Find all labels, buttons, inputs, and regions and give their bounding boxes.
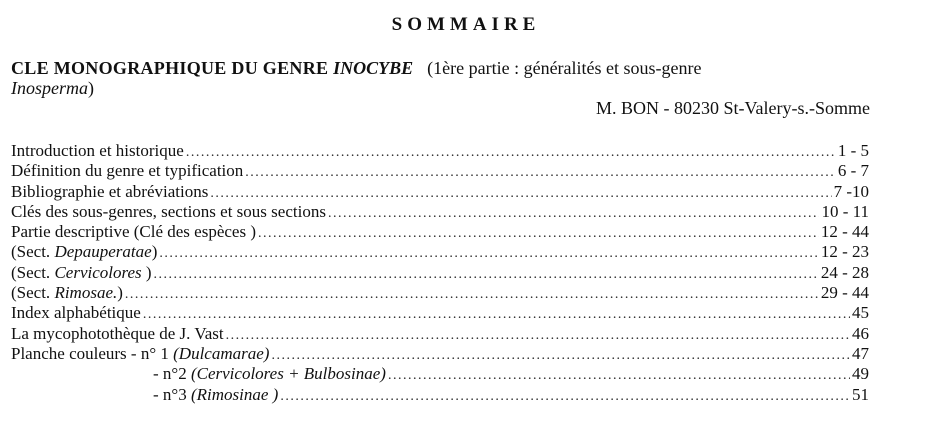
section-heading	[11, 58, 871, 98]
toc-entry	[11, 364, 871, 384]
toc-leader	[245, 165, 836, 181]
toc-label: Introduction et historique	[11, 141, 184, 160]
heading-parenthetical: (1ère partie : généralités et sous-genre	[427, 58, 702, 78]
toc-pages: 10 - 11	[821, 201, 869, 221]
toc-label	[153, 364, 386, 384]
toc-pages: 29 - 44	[820, 283, 869, 303]
toc-label: Bibliographie et abréviations	[11, 181, 209, 201]
toc-entry	[11, 141, 871, 161]
toc-leader	[125, 287, 819, 303]
heading-main: CLE MONOGRAPHIQUE DU GENRE	[11, 58, 334, 78]
toc-taxon: Depauperatae	[54, 242, 152, 262]
toc-leader	[280, 389, 850, 405]
toc-label	[11, 263, 152, 283]
toc-prefix: (Sect.	[11, 242, 55, 262]
toc-pages: 45	[852, 303, 869, 323]
toc-label: Définition du genre et typification	[11, 161, 244, 181]
toc-entry	[11, 344, 871, 364]
toc-entry	[11, 182, 871, 202]
table-of-contents	[11, 141, 871, 405]
toc-leader	[388, 368, 850, 384]
toc-leader	[186, 145, 836, 161]
toc-prefix: Planche couleurs - n° 1	[11, 343, 174, 363]
toc-entry	[11, 324, 871, 344]
toc-leader	[210, 186, 831, 202]
toc-entry	[11, 202, 871, 222]
heading-close: )	[88, 78, 94, 98]
toc-suffix: )	[151, 242, 158, 262]
toc-entry	[11, 385, 871, 405]
toc-label	[11, 242, 157, 262]
toc-leader	[271, 348, 850, 364]
author-line: M. BON - 80230 St-Valery-s.-Somme	[596, 98, 870, 118]
toc-pages: 24 - 28	[820, 262, 869, 282]
toc-entry	[11, 161, 871, 181]
toc-suffix: )	[141, 262, 152, 282]
toc-entry	[11, 303, 871, 323]
toc-pages: 46	[852, 323, 869, 343]
toc-leader	[258, 226, 819, 242]
toc-leader	[159, 246, 818, 262]
toc-taxon: Rimosae.	[54, 283, 118, 303]
toc-leader	[226, 328, 850, 344]
toc-pages: 49	[852, 364, 869, 384]
heading-subgenus: Inosperma	[11, 78, 88, 98]
toc-label: Clés des sous-genres, sections et sous sections	[11, 201, 326, 221]
toc-pages: 12 - 23	[820, 242, 869, 262]
toc-pages: 51	[852, 384, 869, 404]
toc-taxon: (Cervicolores + Bulbosinae)	[190, 364, 386, 384]
toc-suffix: )	[117, 283, 123, 303]
toc-label	[153, 385, 278, 405]
toc-label	[11, 344, 269, 364]
toc-label	[11, 283, 123, 303]
toc-entry	[11, 222, 871, 242]
document-title: SOMMAIRE	[391, 14, 541, 35]
toc-leader	[143, 307, 850, 323]
toc-prefix: (Sect.	[11, 283, 55, 303]
toc-label: Index alphabétique	[11, 303, 141, 323]
toc-pages: 7 -10	[833, 181, 869, 201]
toc-label: Partie descriptive (Clé des espèces )	[11, 222, 256, 242]
toc-taxon: Cervicolores	[54, 262, 142, 282]
toc-pages: 1 - 5	[837, 141, 869, 160]
toc-taxon: (Dulcamarae)	[173, 343, 270, 363]
toc-pages: 47	[852, 343, 869, 363]
toc-prefix: - n°3	[153, 384, 191, 404]
toc-pages: 12 - 44	[820, 222, 869, 242]
toc-prefix: - n°2	[153, 364, 191, 384]
toc-leader	[154, 267, 819, 283]
toc-entry	[11, 283, 871, 303]
heading-genus: INOCYBE	[333, 58, 414, 78]
toc-entry	[11, 242, 871, 262]
toc-prefix: (Sect.	[11, 262, 55, 282]
toc-entry	[11, 263, 871, 283]
toc-label: La mycophotothèque de J. Vast	[11, 323, 224, 343]
toc-taxon: (Rimosinae )	[190, 384, 279, 404]
toc-leader	[328, 206, 820, 222]
toc-pages: 6 - 7	[837, 161, 869, 181]
